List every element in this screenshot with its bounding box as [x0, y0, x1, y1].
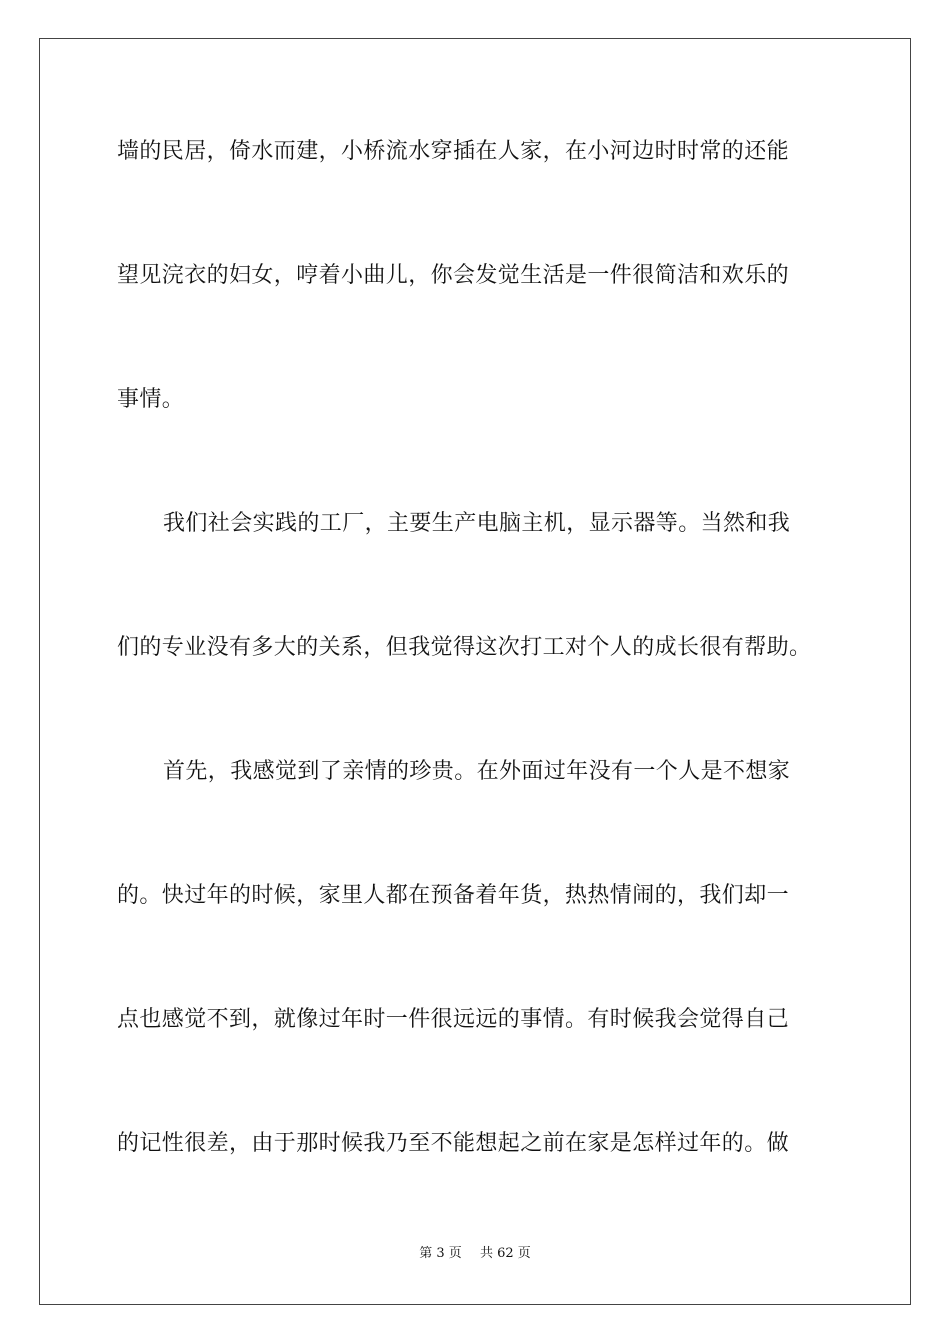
- paragraph-line: 们的专业没有多大的关系，但我觉得这次打工对个人的成长很有帮助。: [117, 635, 812, 660]
- paragraph-line: 的记性很差，由于那时候我乃至不能想起之前在家是怎样过年的。做: [117, 1131, 790, 1156]
- paragraph-line: 望见浣衣的妇女，哼着小曲儿，你会发觉生活是一件很简洁和欢乐的: [117, 263, 790, 288]
- page-number: 第 3 页: [419, 1246, 462, 1261]
- paragraph-line: 墙的民居，倚水而建，小桥流水穿插在人家，在小河边时时常的还能: [117, 139, 790, 164]
- paragraph-line: 我们社会实践的工厂，主要生产电脑主机，显示器等。当然和我: [163, 511, 791, 536]
- paragraph-line: 首先，我感觉到了亲情的珍贵。在外面过年没有一个人是不想家: [163, 759, 791, 784]
- paragraph-line: 的。快过年的时候，家里人都在预备着年货，热热情闹的，我们却一: [117, 883, 790, 908]
- page-footer: [0, 1245, 950, 1263]
- paragraph-line: 事情。: [117, 387, 185, 412]
- page-border: [39, 38, 911, 1305]
- page-total: 共 62 页: [479, 1246, 531, 1261]
- paragraph-line: 点也感觉不到，就像过年时一件很远远的事情。有时候我会觉得自己: [117, 1007, 790, 1032]
